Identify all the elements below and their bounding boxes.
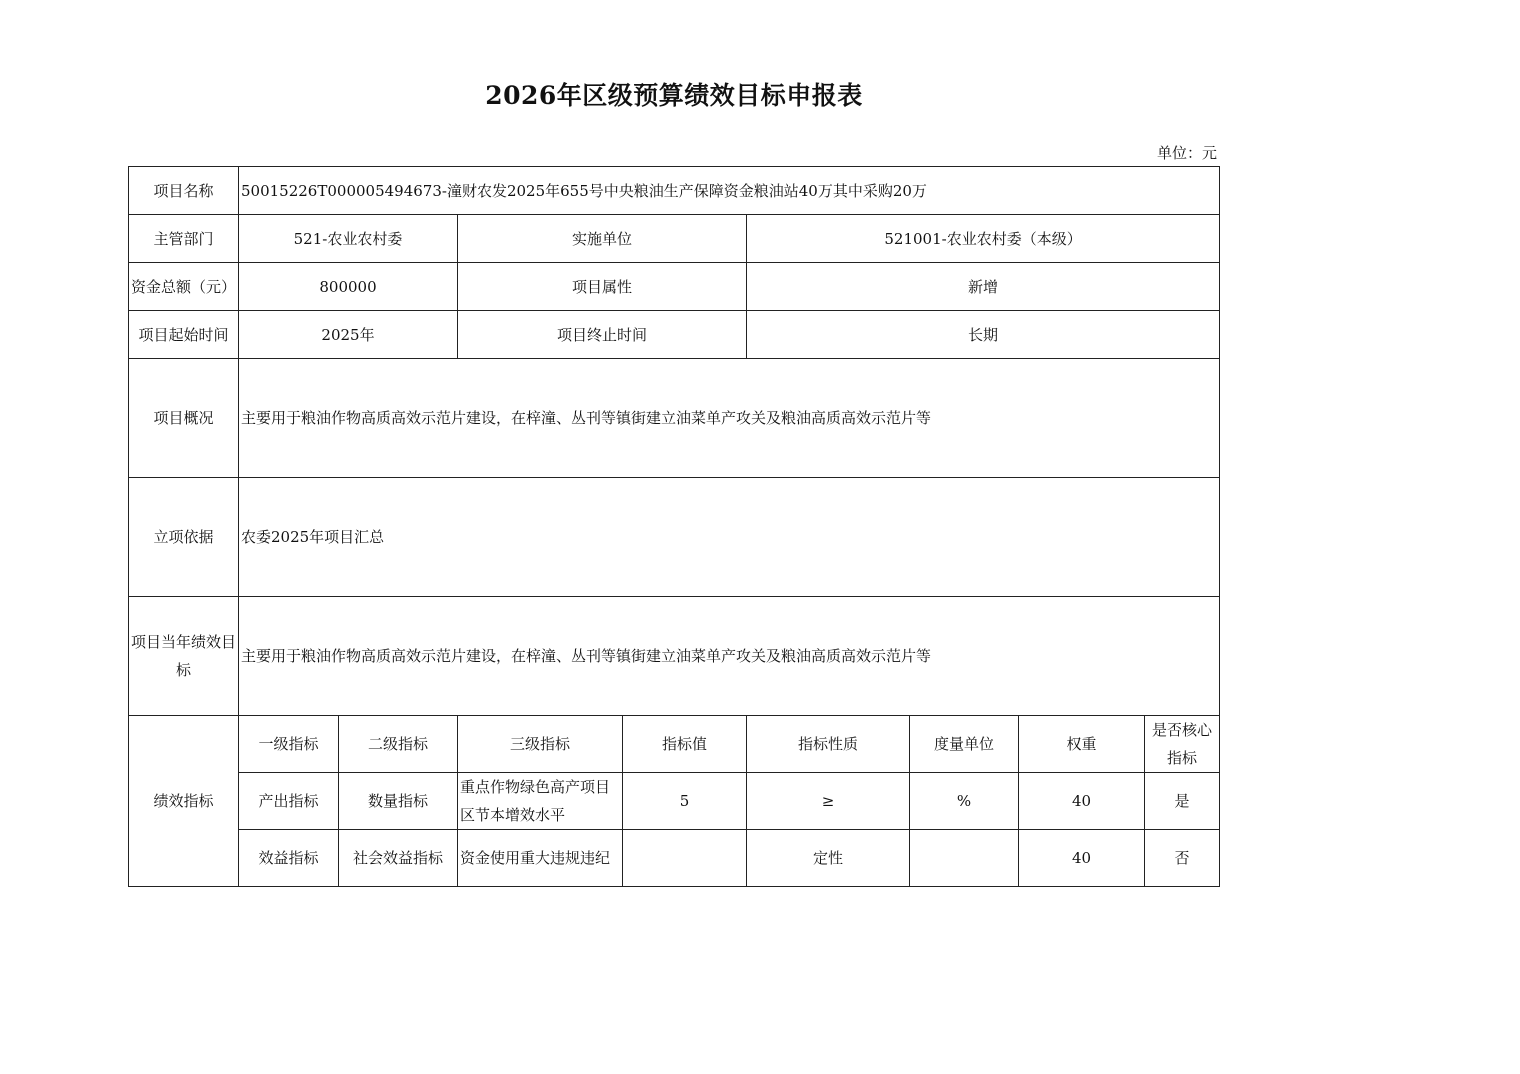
page-title: 2026年区级预算绩效目标申报表 xyxy=(485,81,863,110)
unit-label: 单位：元 xyxy=(1156,144,1217,162)
row-annual-goal xyxy=(129,597,1220,716)
indicator-cell: % xyxy=(910,773,1019,830)
indicator-cell: ≥ xyxy=(747,773,910,830)
indicator-cell: 产出指标 xyxy=(239,773,339,830)
label-annual-goal: 项目当年绩效目标 xyxy=(129,597,239,716)
indicator-cell xyxy=(623,830,747,887)
row-total-funds xyxy=(129,263,1220,311)
value-project-name: 50015226T000005494673-潼财农发2025年655号中央粮油生产保障资金粮油站40万其中采购20万 xyxy=(239,167,1220,215)
value-department: 521-农业农村委 xyxy=(239,215,458,263)
row-department xyxy=(129,215,1220,263)
label-project-name: 项目名称 xyxy=(129,167,239,215)
value-annual-goal: 主要用于粮油作物高质高效示范片建设，在梓潼、丛刊等镇街建立油菜单产攻关及粮油高质高效示范片等 xyxy=(239,597,1220,716)
indicator-cell: 5 xyxy=(623,773,747,830)
label-end-time: 项目终止时间 xyxy=(458,311,747,359)
indicator-header: 二级指标 xyxy=(339,716,458,773)
indicator-cell: 定性 xyxy=(747,830,910,887)
indicator-header: 是否核心指标 xyxy=(1145,716,1220,773)
indicator-cell xyxy=(910,830,1019,887)
indicator-cell: 40 xyxy=(1019,773,1145,830)
indicator-cell: 40 xyxy=(1019,830,1145,887)
label-start-time: 项目起始时间 xyxy=(129,311,239,359)
indicator-header-row xyxy=(129,716,1220,773)
indicator-header: 一级指标 xyxy=(239,716,339,773)
label-project-attribute: 项目属性 xyxy=(458,263,747,311)
budget-form-table xyxy=(128,166,1220,887)
indicator-cell: 重点作物绿色高产项目区节本增效水平 xyxy=(458,773,623,830)
indicator-header: 指标值 xyxy=(623,716,747,773)
value-overview: 主要用于粮油作物高质高效示范片建设，在梓潼、丛刊等镇街建立油菜单产攻关及粮油高质高效示范片等 xyxy=(239,359,1220,478)
indicator-cell: 否 xyxy=(1145,830,1220,887)
row-basis xyxy=(129,478,1220,597)
label-implementing-unit: 实施单位 xyxy=(458,215,747,263)
label-department: 主管部门 xyxy=(129,215,239,263)
indicator-cell: 效益指标 xyxy=(239,830,339,887)
value-start-time: 2025年 xyxy=(239,311,458,359)
value-total-funds: 800000 xyxy=(239,263,458,311)
indicator-cell: 资金使用重大违规违纪 xyxy=(458,830,623,887)
indicator-cell: 是 xyxy=(1145,773,1220,830)
label-overview: 项目概况 xyxy=(129,359,239,478)
indicator-row xyxy=(129,773,1220,830)
indicator-cell: 数量指标 xyxy=(339,773,458,830)
value-project-attribute: 新增 xyxy=(747,263,1220,311)
row-project-name xyxy=(129,167,1220,215)
indicator-header: 三级指标 xyxy=(458,716,623,773)
value-end-time: 长期 xyxy=(747,311,1220,359)
indicator-row xyxy=(129,830,1220,887)
value-basis: 农委2025年项目汇总 xyxy=(239,478,1220,597)
row-time xyxy=(129,311,1220,359)
label-indicators: 绩效指标 xyxy=(129,716,239,887)
row-overview xyxy=(129,359,1220,478)
indicator-cell: 社会效益指标 xyxy=(339,830,458,887)
indicator-header: 指标性质 xyxy=(747,716,910,773)
label-basis: 立项依据 xyxy=(129,478,239,597)
value-implementing-unit: 521001-农业农村委（本级） xyxy=(747,215,1220,263)
indicator-header: 度量单位 xyxy=(910,716,1019,773)
indicator-header: 权重 xyxy=(1019,716,1145,773)
label-total-funds: 资金总额（元） xyxy=(129,263,239,311)
